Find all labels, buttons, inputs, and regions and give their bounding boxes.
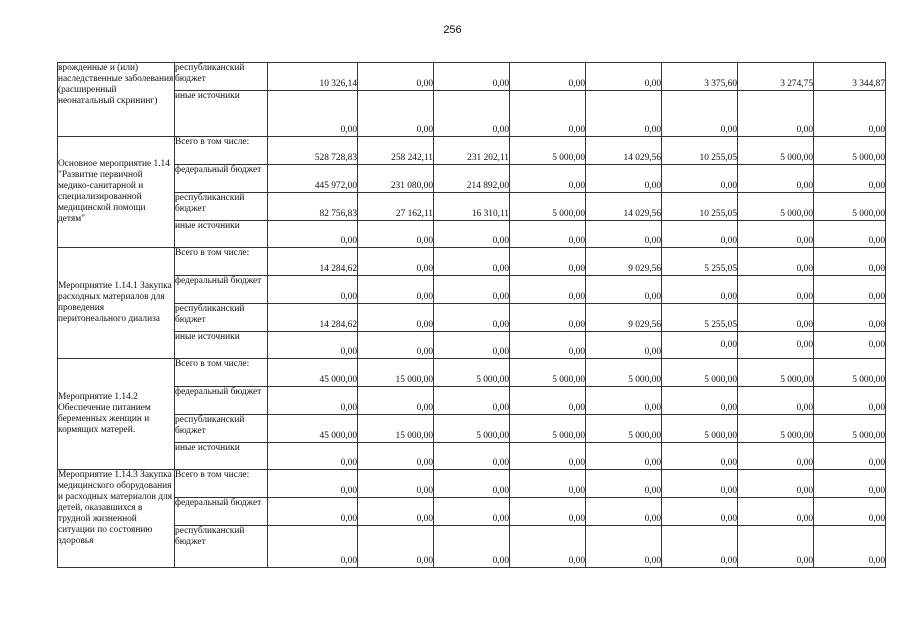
amount-cell: 0,00 <box>814 248 886 276</box>
amount-cell: 0,00 <box>586 63 662 91</box>
amount-cell: 5 000,00 <box>738 193 814 221</box>
amount-cell: 0,00 <box>662 387 738 415</box>
amount-cell: 0,00 <box>510 498 586 526</box>
amount-cell: 0,00 <box>738 248 814 276</box>
table-row <box>58 193 886 221</box>
amount-cell: 10 326,14 <box>268 63 358 91</box>
activity-description: Мероприятие 1.14.3 Закупка медицинского оборудования и расходных материалов для детей, оказавшихся в трудной жизненной ситуации по состоянию здоровья <box>58 470 175 568</box>
amount-cell: 0,00 <box>358 332 434 359</box>
amount-cell: 0,00 <box>814 443 886 470</box>
amount-cell: 445 972,00 <box>268 165 358 193</box>
amount-cell: 0,00 <box>510 165 586 193</box>
funding-source: иные источники <box>175 221 268 248</box>
amount-cell: 45 000,00 <box>268 359 358 387</box>
funding-source: иные источники <box>175 443 268 470</box>
amount-cell: 5 000,00 <box>814 359 886 387</box>
amount-cell: 3 344,87 <box>814 63 886 91</box>
amount-cell: 214 892,00 <box>434 165 510 193</box>
amount-cell: 14 029,56 <box>586 137 662 165</box>
amount-cell: 0,00 <box>358 443 434 470</box>
amount-cell: 0,00 <box>586 332 662 359</box>
amount-cell: 5 000,00 <box>662 415 738 443</box>
amount-cell: 0,00 <box>358 248 434 276</box>
amount-cell: 0,00 <box>586 165 662 193</box>
amount-cell: 0,00 <box>510 221 586 248</box>
amount-cell: 10 255,05 <box>662 137 738 165</box>
amount-cell: 0,00 <box>738 526 814 568</box>
amount-cell: 0,00 <box>268 526 358 568</box>
amount-cell: 0,00 <box>662 91 738 137</box>
amount-cell: 0,00 <box>268 276 358 304</box>
amount-cell: 5 000,00 <box>738 137 814 165</box>
table-row <box>58 359 886 387</box>
amount-cell: 0,00 <box>358 221 434 248</box>
amount-cell: 5 000,00 <box>510 193 586 221</box>
budget-table <box>57 62 886 568</box>
funding-source: иные источники <box>175 91 268 137</box>
amount-cell: 0,00 <box>738 91 814 137</box>
amount-cell: 0,00 <box>358 276 434 304</box>
amount-cell: 5 000,00 <box>586 359 662 387</box>
amount-cell: 3 274,75 <box>738 63 814 91</box>
amount-cell: 0,00 <box>434 470 510 498</box>
table-row <box>58 443 886 470</box>
table-row <box>58 91 886 137</box>
amount-cell: 0,00 <box>738 221 814 248</box>
amount-cell: 0,00 <box>434 63 510 91</box>
amount-cell: 5 000,00 <box>510 415 586 443</box>
amount-cell: 0,00 <box>738 332 814 359</box>
amount-cell: 0,00 <box>814 387 886 415</box>
amount-cell: 5 000,00 <box>434 359 510 387</box>
table-row <box>58 137 886 165</box>
amount-cell: 0,00 <box>358 387 434 415</box>
page-number: 256 <box>443 24 462 36</box>
amount-cell: 0,00 <box>814 221 886 248</box>
amount-cell: 0,00 <box>662 165 738 193</box>
amount-cell: 0,00 <box>662 526 738 568</box>
table-row <box>58 63 886 91</box>
amount-cell: 0,00 <box>814 332 886 359</box>
amount-cell: 3 375,60 <box>662 63 738 91</box>
amount-cell: 0,00 <box>662 443 738 470</box>
amount-cell: 0,00 <box>738 387 814 415</box>
amount-cell: 0,00 <box>434 498 510 526</box>
amount-cell: 0,00 <box>662 276 738 304</box>
table-row <box>58 332 886 359</box>
amount-cell: 0,00 <box>814 470 886 498</box>
table-row <box>58 415 886 443</box>
amount-cell: 0,00 <box>510 248 586 276</box>
amount-cell: 0,00 <box>738 470 814 498</box>
amount-cell: 0,00 <box>586 91 662 137</box>
table-row <box>58 248 886 276</box>
amount-cell: 0,00 <box>358 91 434 137</box>
amount-cell: 9 029,56 <box>586 304 662 332</box>
amount-cell: 0,00 <box>586 470 662 498</box>
amount-cell: 14 029,56 <box>586 193 662 221</box>
amount-cell: 0,00 <box>586 526 662 568</box>
amount-cell: 0,00 <box>814 526 886 568</box>
amount-cell: 0,00 <box>814 498 886 526</box>
amount-cell: 0,00 <box>358 304 434 332</box>
amount-cell: 0,00 <box>510 91 586 137</box>
amount-cell: 5 000,00 <box>662 359 738 387</box>
amount-cell: 0,00 <box>738 165 814 193</box>
amount-cell: 14 284,62 <box>268 248 358 276</box>
funding-source: федеральный бюджет <box>175 165 268 193</box>
amount-cell: 0,00 <box>510 387 586 415</box>
funding-source: Всего в том числе: <box>175 470 268 498</box>
funding-source: федеральный бюджет <box>175 276 268 304</box>
amount-cell: 0,00 <box>358 526 434 568</box>
amount-cell: 0,00 <box>434 443 510 470</box>
table-row <box>58 498 886 526</box>
table-row <box>58 526 886 568</box>
amount-cell: 231 080,00 <box>358 165 434 193</box>
table-row <box>58 165 886 193</box>
amount-cell: 0,00 <box>586 443 662 470</box>
amount-cell: 0,00 <box>662 332 738 359</box>
funding-source: федеральный бюджет <box>175 498 268 526</box>
amount-cell: 0,00 <box>434 304 510 332</box>
activity-description: Основное мероприятие 1.14 "Развитие первичной медико-санитарной и специализированной медицинской помощи детям" <box>58 137 175 248</box>
amount-cell: 5 000,00 <box>814 137 886 165</box>
activity-description: Мероприятие 1.14.2 Обеспечение питанием беременных женщин и кормящих матерей. <box>58 359 175 470</box>
amount-cell: 0,00 <box>268 470 358 498</box>
amount-cell: 0,00 <box>268 91 358 137</box>
amount-cell: 0,00 <box>814 165 886 193</box>
amount-cell: 0,00 <box>814 304 886 332</box>
amount-cell: 0,00 <box>268 498 358 526</box>
amount-cell: 9 029,56 <box>586 248 662 276</box>
amount-cell: 0,00 <box>662 221 738 248</box>
amount-cell: 231 202,11 <box>434 137 510 165</box>
amount-cell: 0,00 <box>358 470 434 498</box>
funding-source: республиканский бюджет <box>175 63 268 91</box>
amount-cell: 0,00 <box>510 470 586 498</box>
amount-cell: 0,00 <box>586 387 662 415</box>
amount-cell: 5 255,05 <box>662 304 738 332</box>
amount-cell: 0,00 <box>434 248 510 276</box>
amount-cell: 0,00 <box>510 526 586 568</box>
amount-cell: 0,00 <box>738 304 814 332</box>
funding-source: Всего в том числе: <box>175 359 268 387</box>
amount-cell: 0,00 <box>358 498 434 526</box>
amount-cell: 0,00 <box>586 276 662 304</box>
amount-cell: 0,00 <box>510 63 586 91</box>
table-row <box>58 470 886 498</box>
table-row <box>58 276 886 304</box>
amount-cell: 0,00 <box>510 443 586 470</box>
amount-cell: 0,00 <box>434 276 510 304</box>
funding-source: федеральный бюджет <box>175 387 268 415</box>
funding-source: республиканский бюджет <box>175 304 268 332</box>
amount-cell: 5 000,00 <box>814 415 886 443</box>
amount-cell: 0,00 <box>814 276 886 304</box>
amount-cell: 0,00 <box>586 221 662 248</box>
amount-cell: 0,00 <box>434 332 510 359</box>
amount-cell: 5 000,00 <box>814 193 886 221</box>
funding-source: Всего в том числе: <box>175 248 268 276</box>
amount-cell: 5 000,00 <box>738 359 814 387</box>
amount-cell: 10 255,05 <box>662 193 738 221</box>
amount-cell: 5 000,00 <box>738 415 814 443</box>
funding-source: республиканский бюджет <box>175 415 268 443</box>
amount-cell: 0,00 <box>510 276 586 304</box>
amount-cell: 5 255,05 <box>662 248 738 276</box>
amount-cell: 0,00 <box>814 91 886 137</box>
amount-cell: 27 162,11 <box>358 193 434 221</box>
table-row <box>58 221 886 248</box>
funding-source: Всего в том числе: <box>175 137 268 165</box>
amount-cell: 15 000,00 <box>358 359 434 387</box>
amount-cell: 0,00 <box>738 443 814 470</box>
activity-description: врожденные и (или) наследственные заболевания (расширенный неонатальный скрининг) <box>58 63 175 137</box>
amount-cell: 14 284,62 <box>268 304 358 332</box>
amount-cell: 0,00 <box>434 526 510 568</box>
table-row <box>58 387 886 415</box>
amount-cell: 258 242,11 <box>358 137 434 165</box>
funding-source: республиканский бюджет <box>175 526 268 568</box>
amount-cell: 0,00 <box>738 498 814 526</box>
amount-cell: 5 000,00 <box>510 359 586 387</box>
amount-cell: 5 000,00 <box>586 415 662 443</box>
amount-cell: 0,00 <box>434 221 510 248</box>
amount-cell: 0,00 <box>434 387 510 415</box>
amount-cell: 0,00 <box>662 470 738 498</box>
amount-cell: 0,00 <box>268 332 358 359</box>
table-row <box>58 304 886 332</box>
amount-cell: 0,00 <box>434 91 510 137</box>
amount-cell: 16 310,11 <box>434 193 510 221</box>
amount-cell: 5 000,00 <box>510 137 586 165</box>
funding-source: республиканский бюджет <box>175 193 268 221</box>
amount-cell: 0,00 <box>510 332 586 359</box>
activity-description: Мероприятие 1.14.1 Закупка расходных материалов для проведения перитонеального диализа <box>58 248 175 359</box>
amount-cell: 0,00 <box>268 387 358 415</box>
amount-cell: 0,00 <box>586 498 662 526</box>
amount-cell: 82 756,83 <box>268 193 358 221</box>
amount-cell: 0,00 <box>268 443 358 470</box>
amount-cell: 0,00 <box>662 498 738 526</box>
amount-cell: 15 000,00 <box>358 415 434 443</box>
amount-cell: 45 000,00 <box>268 415 358 443</box>
amount-cell: 528 728,83 <box>268 137 358 165</box>
amount-cell: 0,00 <box>738 276 814 304</box>
amount-cell: 0,00 <box>358 63 434 91</box>
amount-cell: 5 000,00 <box>434 415 510 443</box>
amount-cell: 0,00 <box>268 221 358 248</box>
amount-cell: 0,00 <box>510 304 586 332</box>
funding-source: иные источники <box>175 332 268 359</box>
